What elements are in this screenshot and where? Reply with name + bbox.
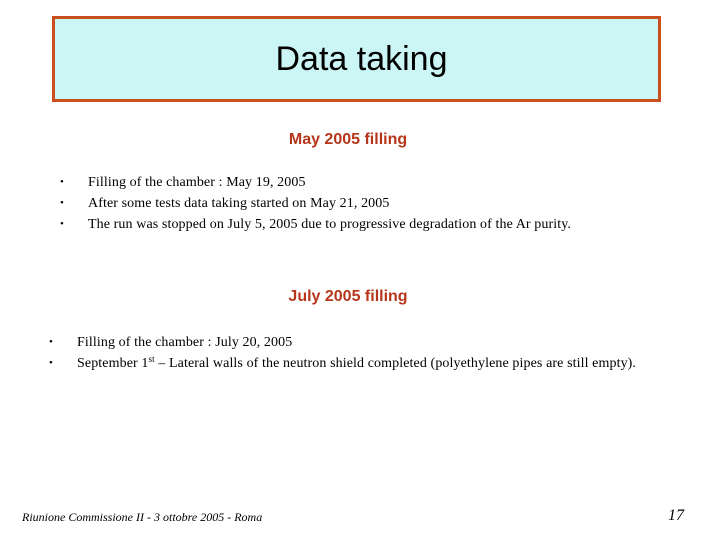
slide-title: Data taking: [275, 39, 448, 78]
ordinal-superscript: st: [148, 354, 155, 364]
list-item: [49, 332, 667, 353]
list-item: [60, 172, 688, 193]
bullet-text-prefix: September 1: [77, 356, 149, 371]
bullet-text-suffix: – Lateral walls of the neutron shield completed (polyethylene pipes are still empty).: [154, 356, 637, 371]
section-heading-july: July 2005 filling: [288, 288, 408, 305]
bullet-text: Filling of the chamber : July 20, 2005: [77, 335, 293, 350]
bullet-text: After some tests data taking started on May 21, 2005: [88, 196, 390, 211]
bullet-text: The run was stopped on July 5, 2005 due to progressive degradation of the Ar purity.: [88, 217, 572, 232]
bullet-text: Filling of the chamber : May 19, 2005: [88, 175, 306, 190]
bullet-dot-icon: •: [49, 336, 53, 348]
bullet-list-july: [49, 332, 667, 374]
title-box: [52, 16, 661, 102]
bullet-dot-icon: •: [60, 197, 64, 209]
page-number: 17: [668, 507, 684, 524]
bullet-dot-icon: •: [49, 357, 53, 369]
bullet-dot-icon: •: [60, 176, 64, 188]
list-item: [60, 214, 688, 235]
bullet-dot-icon: •: [60, 218, 64, 230]
footer-text: Riunione Commissione II - 3 ottobre 2005 - Roma: [22, 510, 263, 524]
section-heading-may: May 2005 filling: [288, 131, 408, 148]
list-item: [49, 353, 667, 374]
bullet-list-may: [60, 172, 688, 235]
list-item: [60, 193, 688, 214]
